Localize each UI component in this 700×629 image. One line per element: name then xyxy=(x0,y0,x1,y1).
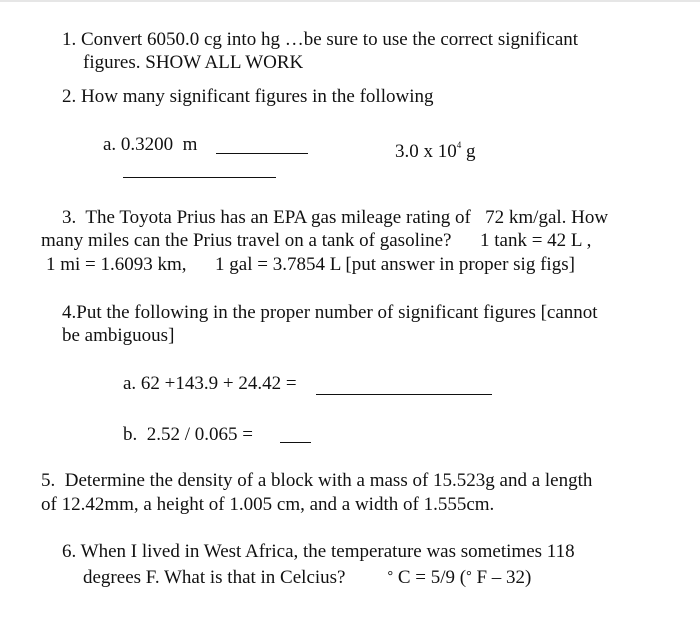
q2-part-b xyxy=(395,134,476,163)
q4-line-2: be ambiguous] xyxy=(62,325,175,346)
q4-answer-blank-a[interactable] xyxy=(316,394,492,395)
q5-line-2: of 12.42mm, a height of 1.005 cm, and a width of 1.555cm. xyxy=(41,494,495,515)
q3-line-3: 1 mi = 1.6093 km, 1 gal = 3.7854 L [put answer in proper sig figs] xyxy=(46,254,575,275)
q2-answer-blank-b[interactable] xyxy=(123,177,276,178)
top-edge xyxy=(0,0,700,2)
q2-part-b-base: 3.0 x 10 xyxy=(395,141,457,162)
q6-line-1: 6. When I lived in West Africa, the temperature was sometimes 118 xyxy=(62,541,575,562)
q2-part-b-exponent: 4 xyxy=(456,140,462,150)
q2-part-b-unit: g xyxy=(461,141,476,162)
degree-symbol-celsius: ° xyxy=(387,569,394,584)
q1-line-2: figures. SHOW ALL WORK xyxy=(83,52,304,73)
q6-question-text: degrees F. What is that in Celcius? xyxy=(83,567,346,588)
q3-line-2: many miles can the Prius travel on a tank of gasoline? 1 tank = 42 L , xyxy=(41,230,592,251)
q5-line-1: 5. Determine the density of a block with a mass of 15.523g and a length xyxy=(41,470,593,491)
q6-formula-part-2: F – 32) xyxy=(471,567,532,588)
q2-part-a: a. 0.3200 m xyxy=(103,134,198,155)
q4-line-1: 4.Put the following in the proper number of significant figures [cannot xyxy=(62,302,598,323)
q3-line-1: 3. The Toyota Prius has an EPA gas mileage rating of 72 km/gal. How xyxy=(62,207,609,228)
q2-prompt: 2. How many significant figures in the following xyxy=(62,86,434,107)
q4-part-a: a. 62 +143.9 + 24.42 = xyxy=(123,373,297,394)
degree-symbol-fahrenheit: ° xyxy=(466,569,472,584)
q6-formula-part-1: C = 5/9 ( xyxy=(393,567,467,588)
q1-line-1: 1. Convert 6050.0 cg into hg …be sure to use the correct significant xyxy=(62,29,579,50)
q4-part-b: b. 2.52 / 0.065 = xyxy=(123,424,253,445)
q6-line-2 xyxy=(83,566,531,589)
q2-answer-blank-a[interactable] xyxy=(216,153,308,154)
q4-answer-blank-b[interactable] xyxy=(280,442,311,443)
